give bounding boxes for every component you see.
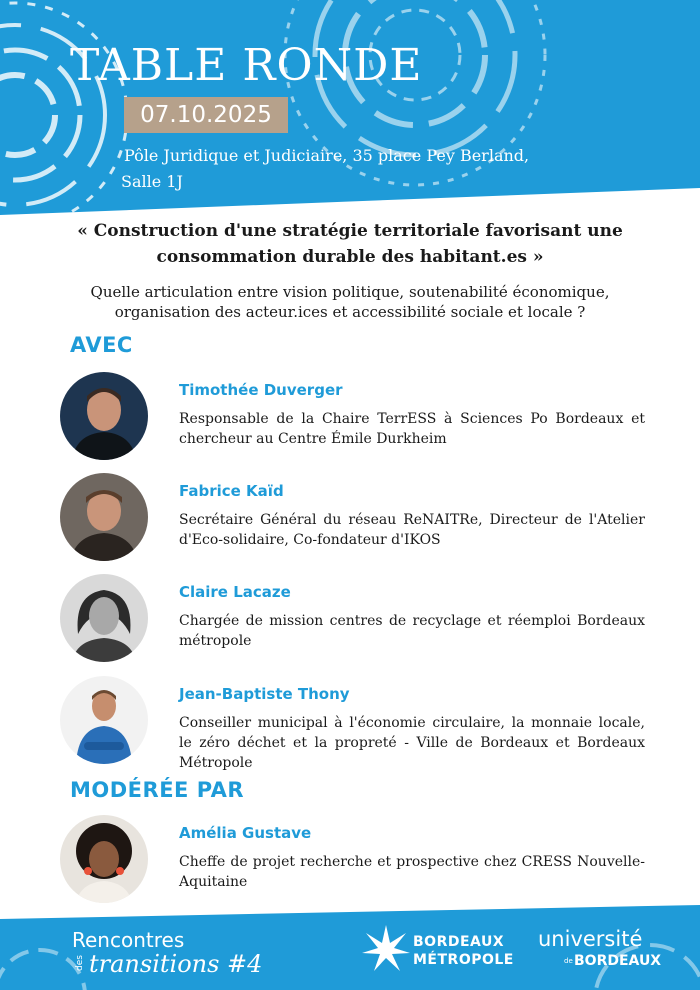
moderator-portrait: [60, 815, 148, 903]
person-portrait-icon: [60, 372, 148, 460]
series-logo-line-1: Rencontres: [72, 928, 185, 952]
speaker-card: [0, 473, 700, 573]
footer-logos: [0, 905, 700, 990]
bordeaux-metropole-line-2: MÉTROPOLE: [413, 952, 514, 968]
event-title: TABLE RONDE: [70, 40, 423, 91]
speaker-name: Claire Lacaze: [179, 583, 291, 601]
speaker-portrait: [60, 473, 148, 561]
speakers-heading: AVEC: [70, 333, 133, 357]
moderator-card: [0, 815, 700, 915]
bordeaux-metropole-line-1: BORDEAUX: [413, 934, 505, 950]
speaker-role: Responsable de la Chaire TerrESS à Sciences Po Bordeaux et chercheur au Centre Émile Durkheim: [179, 411, 645, 447]
universite-logo-line-2: BORDEAUX: [574, 953, 662, 969]
person-portrait-icon: [60, 676, 148, 764]
headline-line-2: consommation durable des habitant.es »: [156, 247, 544, 267]
speaker-card: [0, 372, 700, 472]
venue-line-1: Pôle Juridique et Judiciaire, 35 place Pey Berland,: [124, 146, 530, 165]
moderator-name: Amélia Gustave: [179, 824, 312, 842]
speaker-role: Secrétaire Général du réseau ReNAITRe, Directeur de l'Atelier d'Eco-solidaire, Co-fondateur d'IKOS: [179, 512, 645, 548]
headline: [60, 218, 640, 270]
speaker-portrait: [60, 372, 148, 460]
series-logo-des: des: [75, 955, 85, 971]
subtitle: [60, 282, 640, 322]
person-portrait-icon: [60, 473, 148, 561]
event-venue: [121, 143, 584, 195]
subtitle-line-1: Quelle articulation entre vision politique, soutenabilité économique,: [90, 283, 610, 301]
speaker-role: Conseiller municipal à l'économie circulaire, la monnaie locale, le zéro déchet et la propreté - Ville de Bordeaux et Bordeaux Métropole: [179, 715, 645, 771]
subtitle-line-2: organisation des acteur.ices et accessibilité sociale et locale ?: [114, 303, 586, 321]
universite-logo-de: de: [564, 957, 573, 965]
speaker-portrait: [60, 574, 148, 662]
moderator-heading: MODÉRÉE PAR: [70, 778, 245, 802]
speaker-portrait: [60, 676, 148, 764]
speaker-card: [0, 574, 700, 674]
bordeaux-metropole-logo-icon: [362, 923, 410, 973]
headline-line-1: « Construction d'une stratégie territoriale favorisant une: [77, 221, 623, 241]
person-portrait-icon: [60, 815, 148, 903]
bordeaux-metropole-logo: [413, 933, 514, 969]
speaker-card: [0, 676, 700, 776]
speaker-name: Fabrice Kaïd: [179, 482, 284, 500]
universite-logo-line-1: université: [538, 927, 643, 951]
series-logo-transitions: transitions #4: [89, 950, 263, 978]
speaker-role: Chargée de mission centres de recyclage et réemploi Bordeaux métropole: [179, 613, 645, 649]
moderator-role: Cheffe de projet recherche et prospective chez CRESS Nouvelle-Aquitaine: [179, 854, 645, 890]
person-portrait-icon: [60, 574, 148, 662]
venue-line-2: Salle 1J: [121, 172, 183, 191]
event-date-badge: 07.10.2025: [124, 97, 288, 133]
speaker-name: Jean-Baptiste Thony: [179, 685, 350, 703]
speaker-name: Timothée Duverger: [179, 381, 343, 399]
